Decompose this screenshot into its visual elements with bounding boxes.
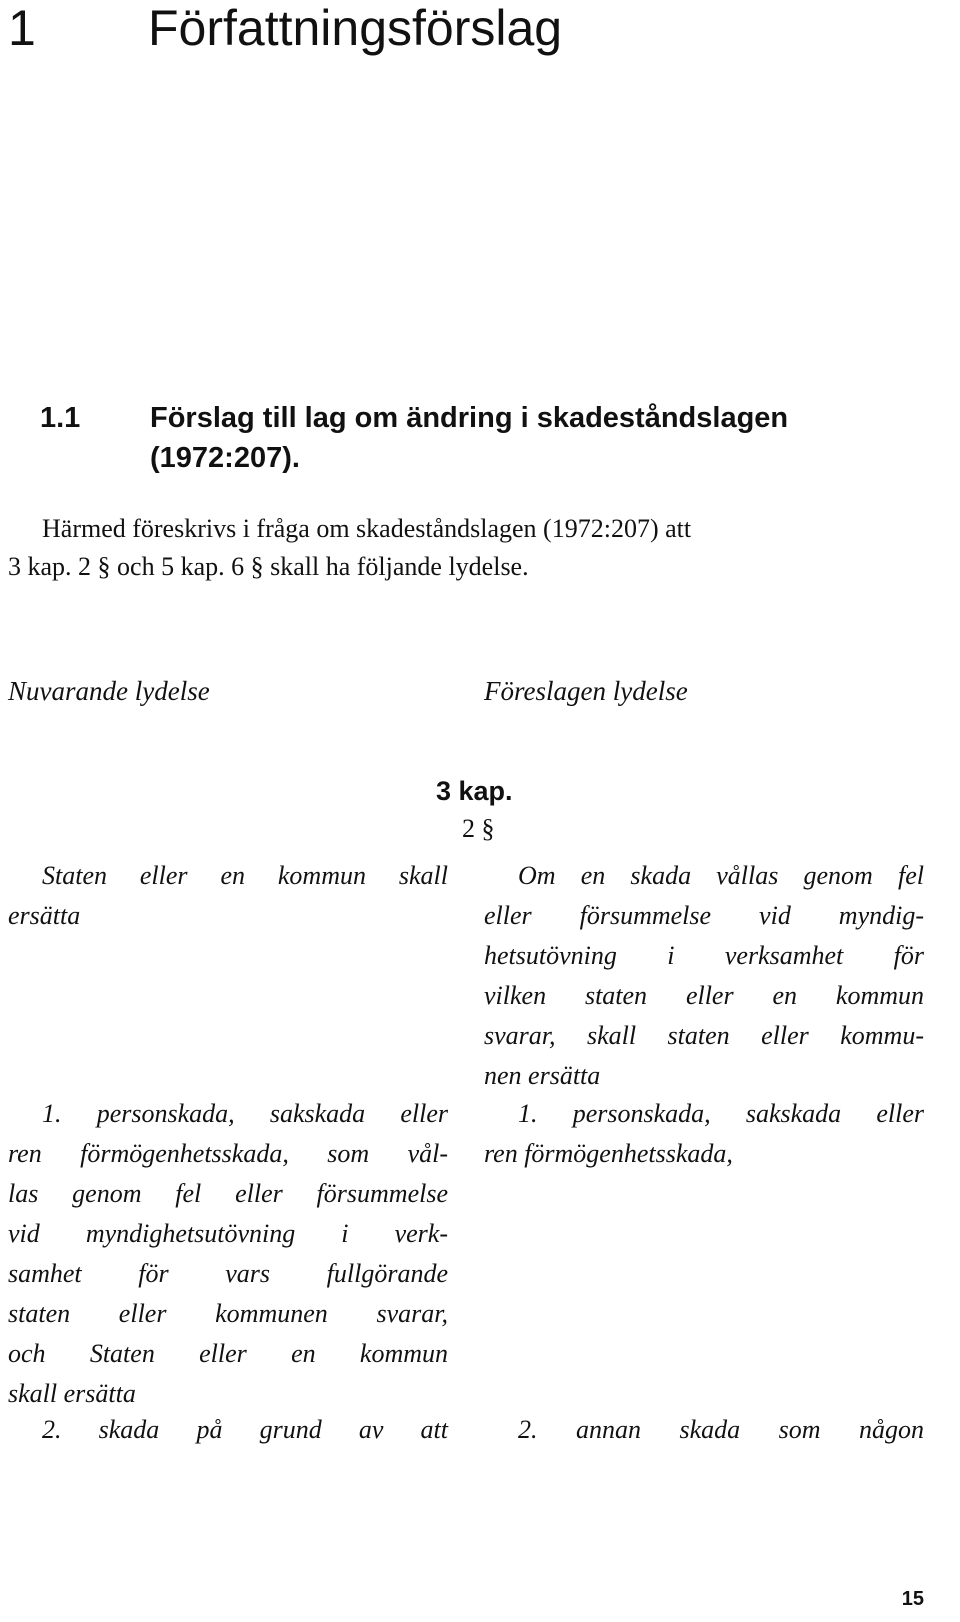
current-wording-item-2 bbox=[8, 1410, 448, 1450]
current-line: las genom fel eller försummelse bbox=[8, 1179, 448, 1208]
current-wording-intro bbox=[8, 856, 448, 936]
column-header-current: Nuvarande lydelse bbox=[8, 676, 210, 706]
proposed-line: svarar, skall staten eller kommu- bbox=[484, 1021, 924, 1050]
chapter-heading bbox=[8, 0, 562, 56]
page-number: 15 bbox=[901, 1588, 924, 1610]
section-title-line-1: Förslag till lag om ändring i skadeståndslagen bbox=[150, 402, 789, 434]
proposed-line: nen ersätta bbox=[484, 1061, 601, 1090]
proposed-line: 2. annan skada som någon bbox=[518, 1415, 924, 1444]
current-line: ren förmögenhetsskada, som vål- bbox=[8, 1139, 448, 1168]
current-wording-item-1 bbox=[8, 1094, 448, 1414]
current-line: vid myndighetsutövning i verk- bbox=[8, 1219, 448, 1248]
intro-line-2: 3 kap. 2 § och 5 kap. 6 § skall ha följande lydelse. bbox=[8, 552, 529, 581]
proposed-wording-item-2 bbox=[484, 1410, 924, 1450]
current-line: staten eller kommunen svarar, bbox=[8, 1299, 448, 1328]
chapter-reference: 3 kap. bbox=[436, 776, 513, 806]
current-line: och Staten eller en kommun bbox=[8, 1339, 448, 1368]
intro-line-1: Härmed föreskrivs i fråga om skadeståndslagen (1972:207) att bbox=[42, 514, 692, 543]
section-number: 1.1 bbox=[40, 402, 81, 434]
chapter-number: 1 bbox=[8, 0, 36, 56]
proposed-line: ren förmögenhetsskada, bbox=[484, 1139, 733, 1168]
proposed-line: eller försummelse vid myndig- bbox=[484, 901, 924, 930]
current-line: 2. skada på grund av att bbox=[42, 1415, 448, 1444]
current-line: 1. personskada, sakskada eller bbox=[42, 1099, 448, 1128]
proposed-wording-item-1 bbox=[484, 1094, 924, 1174]
proposed-wording-intro bbox=[484, 856, 924, 1096]
column-header-proposed: Föreslagen lydelse bbox=[484, 676, 688, 706]
current-line: ersätta bbox=[8, 901, 81, 930]
current-line: Staten eller en kommun skall bbox=[42, 861, 448, 890]
proposed-line: hetsutövning i verksamhet för bbox=[484, 941, 924, 970]
current-line: samhet för vars fullgörande bbox=[8, 1259, 448, 1288]
proposed-line: 1. personskada, sakskada eller bbox=[518, 1099, 924, 1128]
section-title-line-2: (1972:207). bbox=[150, 442, 300, 474]
section-title bbox=[150, 398, 950, 478]
proposed-line: vilken staten eller en kommun bbox=[484, 981, 924, 1010]
paragraph-reference: 2 § bbox=[462, 814, 495, 843]
current-line: skall ersätta bbox=[8, 1379, 136, 1408]
chapter-title: Författningsförslag bbox=[148, 0, 563, 56]
proposed-line: Om en skada vållas genom fel bbox=[518, 861, 924, 890]
intro-text bbox=[8, 510, 908, 586]
